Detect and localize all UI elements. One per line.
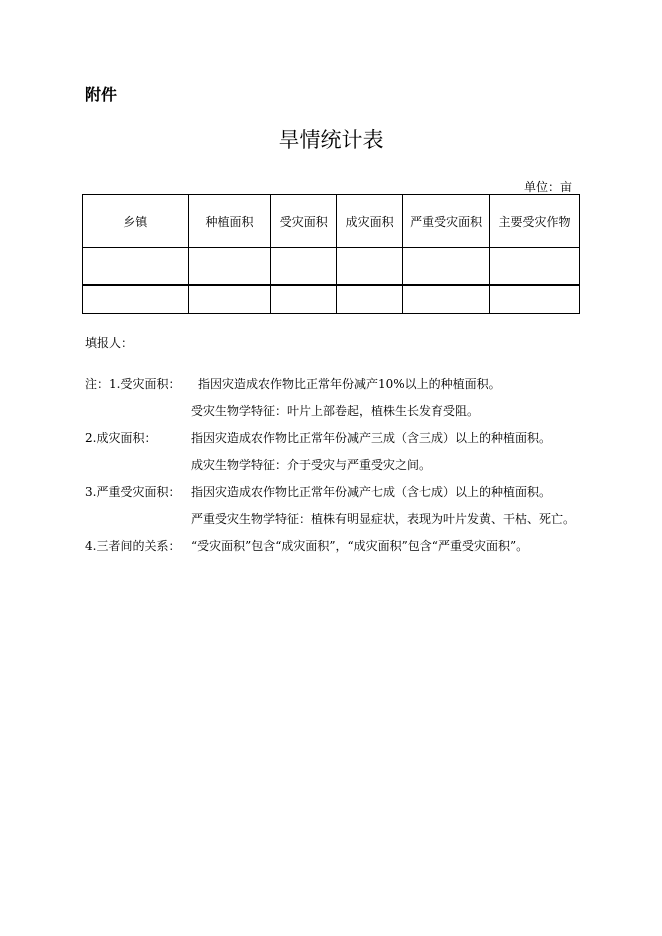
note-1-definition: 指因灾造成农作物比正常年份减产10%以上的种植面积。 — [198, 377, 501, 391]
table-cell[interactable] — [403, 285, 490, 314]
note-2-feature: 成灾生物学特征：介于受灾与严重受灾之间。 — [191, 458, 432, 472]
column-header-severe-area: 严重受灾面积 — [403, 195, 490, 248]
column-header-main-crops: 主要受灾作物 — [490, 195, 580, 248]
table-cell[interactable] — [188, 248, 271, 286]
page-title: 旱情统计表 — [278, 128, 384, 152]
table-cell[interactable] — [403, 248, 490, 286]
drought-table — [82, 194, 580, 314]
note-3-feature: 严重受灾生物学特征：植株有明显症状，表现为叶片发黄、干枯、死亡。 — [191, 512, 576, 526]
table-row — [83, 285, 580, 314]
note-2-label: 2.成灾面积： — [85, 431, 157, 445]
attachment-label: 附件 — [85, 85, 118, 104]
note-4-label: 4.三者间的关系： — [85, 539, 181, 553]
table-cell[interactable] — [83, 248, 189, 286]
note-1-label: 注：1.受灾面积： — [85, 377, 181, 391]
table-cell[interactable] — [188, 285, 271, 314]
column-header-affected-area: 受灾面积 — [271, 195, 337, 248]
table-cell[interactable] — [83, 285, 189, 314]
table-header-row — [83, 195, 580, 248]
column-header-township: 乡镇 — [83, 195, 189, 248]
note-3-definition: 指因灾造成农作物比正常年份减产七成（含七成）以上的种植面积。 — [191, 485, 552, 499]
table-cell[interactable] — [271, 285, 337, 314]
note-2-definition: 指因灾造成农作物比正常年份减产三成（含三成）以上的种植面积。 — [191, 431, 552, 445]
table-cell[interactable] — [490, 248, 580, 286]
table-cell[interactable] — [490, 285, 580, 314]
table-cell[interactable] — [271, 248, 337, 286]
note-3-label: 3.严重受灾面积： — [85, 485, 181, 499]
filler-label: 填报人： — [85, 336, 134, 350]
table-row — [83, 248, 580, 286]
unit-label: 单位：亩 — [524, 180, 573, 194]
column-header-damaged-area: 成灾面积 — [337, 195, 403, 248]
note-1-feature: 受灾生物学特征：叶片上部卷起，植株生长发育受阻。 — [191, 404, 480, 418]
table-cell[interactable] — [337, 285, 403, 314]
table-cell[interactable] — [337, 248, 403, 286]
column-header-planted-area: 种植面积 — [188, 195, 271, 248]
note-4-definition: “受灾面积”包含“成灾面积”，“成灾面积”包含“严重受灾面积”。 — [191, 539, 529, 553]
